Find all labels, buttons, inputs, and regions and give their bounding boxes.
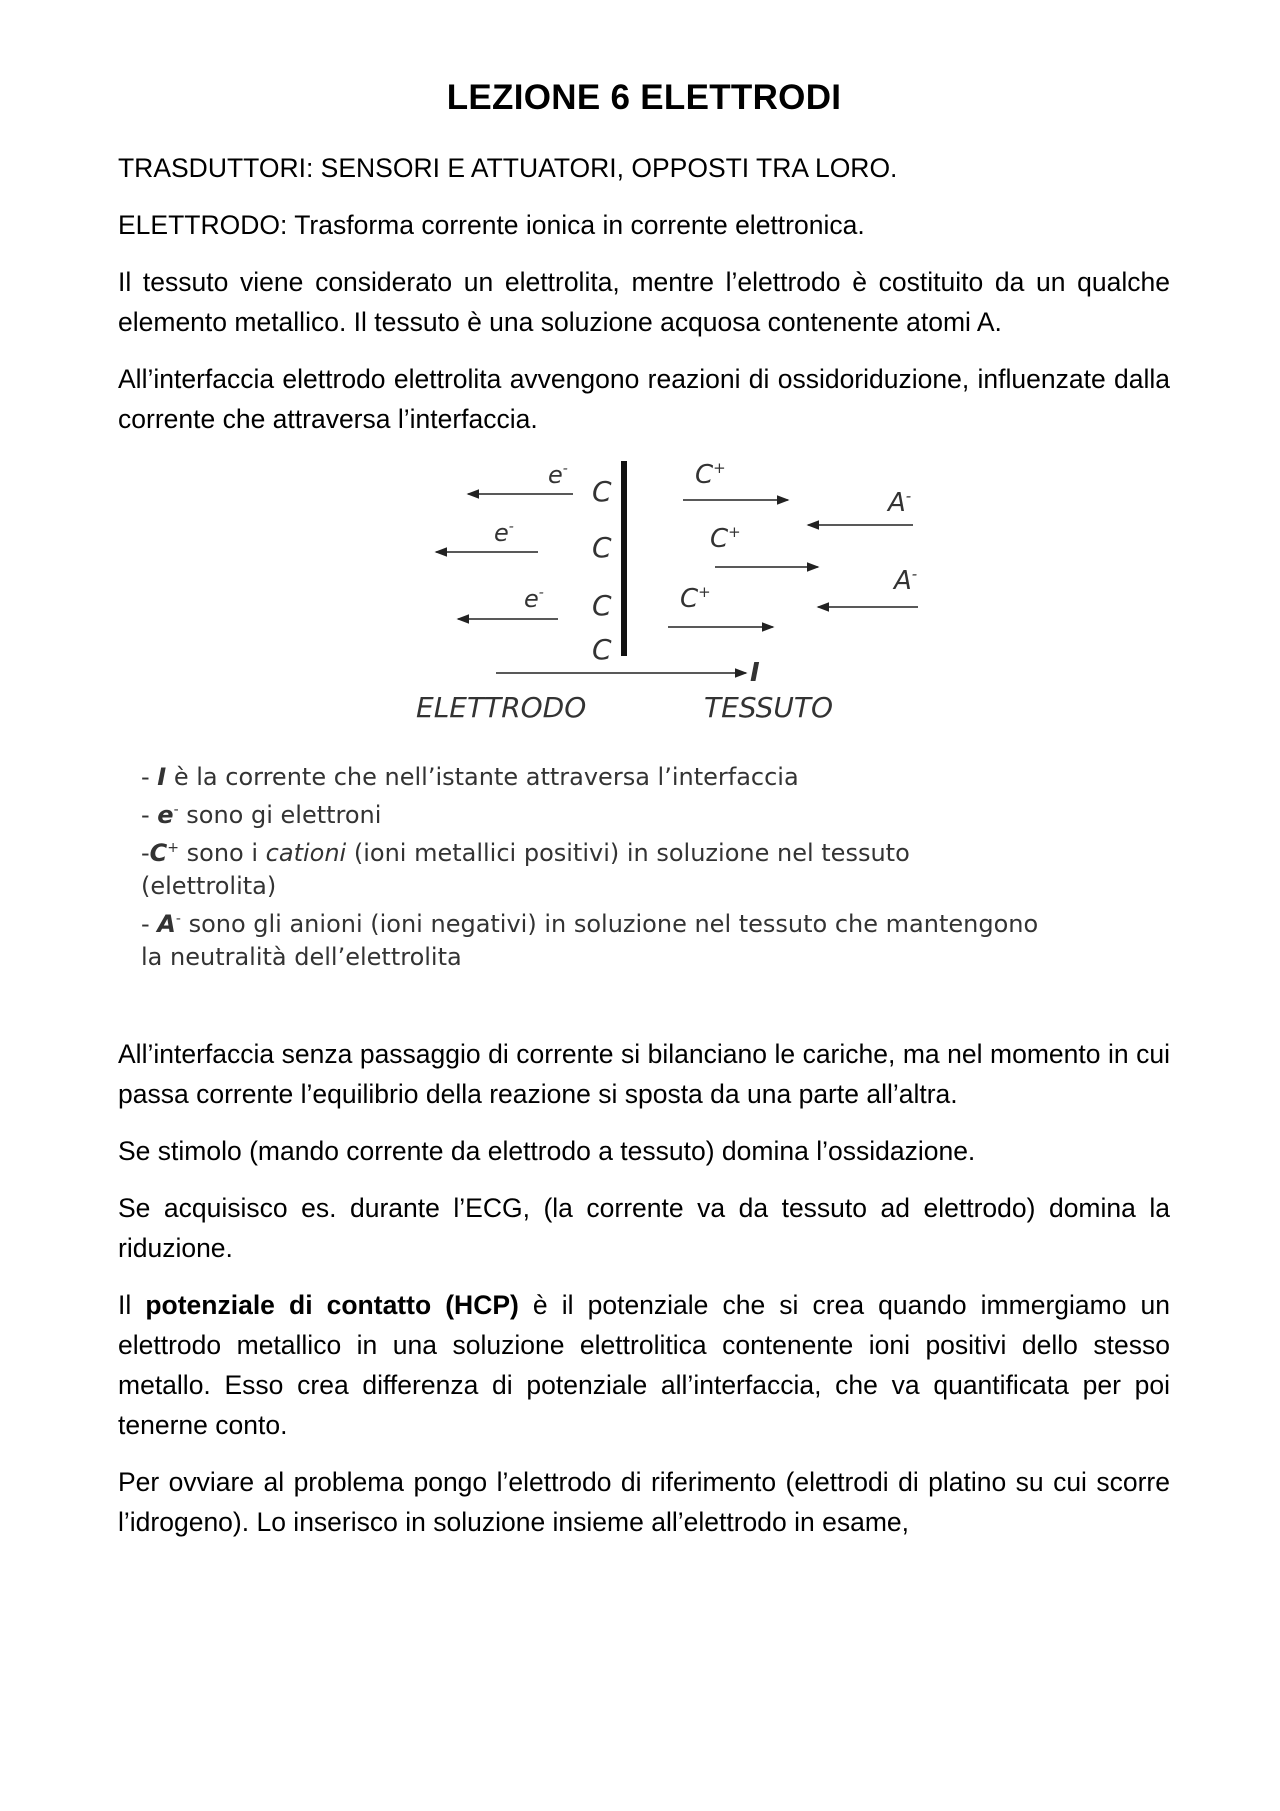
electrode-label: ELETTRODO [416, 691, 587, 724]
paragraph-transducers: TRASDUTTORI: SENSORI E ATTUATORI, OPPOSTI TRA LORO. [118, 153, 898, 183]
paragraph-redox-interface: All’interfaccia elettrodo elettrolita avvengono reazioni di ossidoriduzione, influenzate dalla corrente che attraversa l’interfaccia. [118, 364, 1170, 434]
paragraph-charge-balance: All’interfaccia senza passaggio di corrente si bilanciano le cariche, ma nel momento in cui passa corrente l’equilibrio della reazione si sposta da una parte all’altra. [118, 1039, 1170, 1109]
anion-label-2: A- [894, 565, 918, 596]
tissue-label: TESSUTO [704, 691, 833, 724]
electron-label-2: e- [494, 519, 514, 547]
electron-label-1: e- [548, 461, 568, 489]
current-label: I [750, 658, 760, 688]
paragraph-reference-electrode: Per ovviare al problema pongo l’elettrodo di riferimento (elettrodi di platino su cui scorre l’idrogeno). Lo inserisco in soluzione insieme all’elettrodo in esame, [118, 1467, 1170, 1537]
cation-label-1: C+ [695, 459, 726, 490]
paragraph-electrode-definition: ELETTRODO: Trasforma corrente ionica in corrente elettronica. [118, 210, 865, 240]
metal-atom-3: C [592, 589, 612, 622]
legend-anions-cont: la neutralità dell’elettrolita [141, 943, 462, 971]
metal-atom-1: C [592, 475, 612, 508]
paragraph-stimulation: Se stimolo (mando corrente da elettrodo a tessuto) domina l’ossidazione. [118, 1136, 976, 1166]
legend-anions: - A- sono gli anioni (ioni negativi) in soluzione nel tessuto che mantengono [141, 910, 1039, 938]
document-page [118, 78, 1170, 1559]
page-title: LEZIONE 6 ELETTRODI [446, 78, 842, 117]
electrode-bar [621, 461, 627, 656]
legend-current: - I è la corrente che nell’istante attraversa l’interfaccia [141, 763, 799, 791]
metal-atom-4: C [592, 633, 612, 666]
metal-atom-2: C [592, 531, 612, 564]
legend-cations: -C+ sono i cationi (ioni metallici positivi) in soluzione nel tessuto [141, 839, 910, 867]
paragraph-contact-potential: Il potenziale di contatto (HCP) è il potenziale che si crea quando immergiamo un elettrodo metallico in una soluzione elettrolitica contenente ioni positivi dello stesso metallo. Esso crea differenza di potenziale all’interfaccia, che va quantificata per poi tenerne conto. [118, 1290, 1171, 1440]
contact-potential-term: potenziale di contatto (HCP) [145, 1290, 519, 1320]
electron-label-3: e- [524, 585, 544, 613]
paragraph-acquisition: Se acquisisco es. durante l’ECG, (la corrente va da tessuto ad elettrodo) domina la riduzione. [118, 1193, 1170, 1263]
legend-electrons: - e- sono gi elettroni [141, 801, 382, 829]
legend-cations-cont: (elettrolita) [141, 872, 277, 900]
electrode-tissue-diagram [118, 459, 1170, 971]
interface-diagram-svg [118, 459, 1170, 759]
cation-label-3: C+ [680, 583, 711, 614]
anion-label-1: A- [888, 487, 912, 518]
paragraph-tissue-electrolyte: Il tessuto viene considerato un elettrolita, mentre l’elettrodo è costituito da un qualche elemento metallico. Il tessuto è una soluzione acquosa contenente atomi A. [118, 267, 1170, 337]
diagram-legend [141, 761, 1171, 974]
cation-label-2: C+ [710, 523, 741, 554]
